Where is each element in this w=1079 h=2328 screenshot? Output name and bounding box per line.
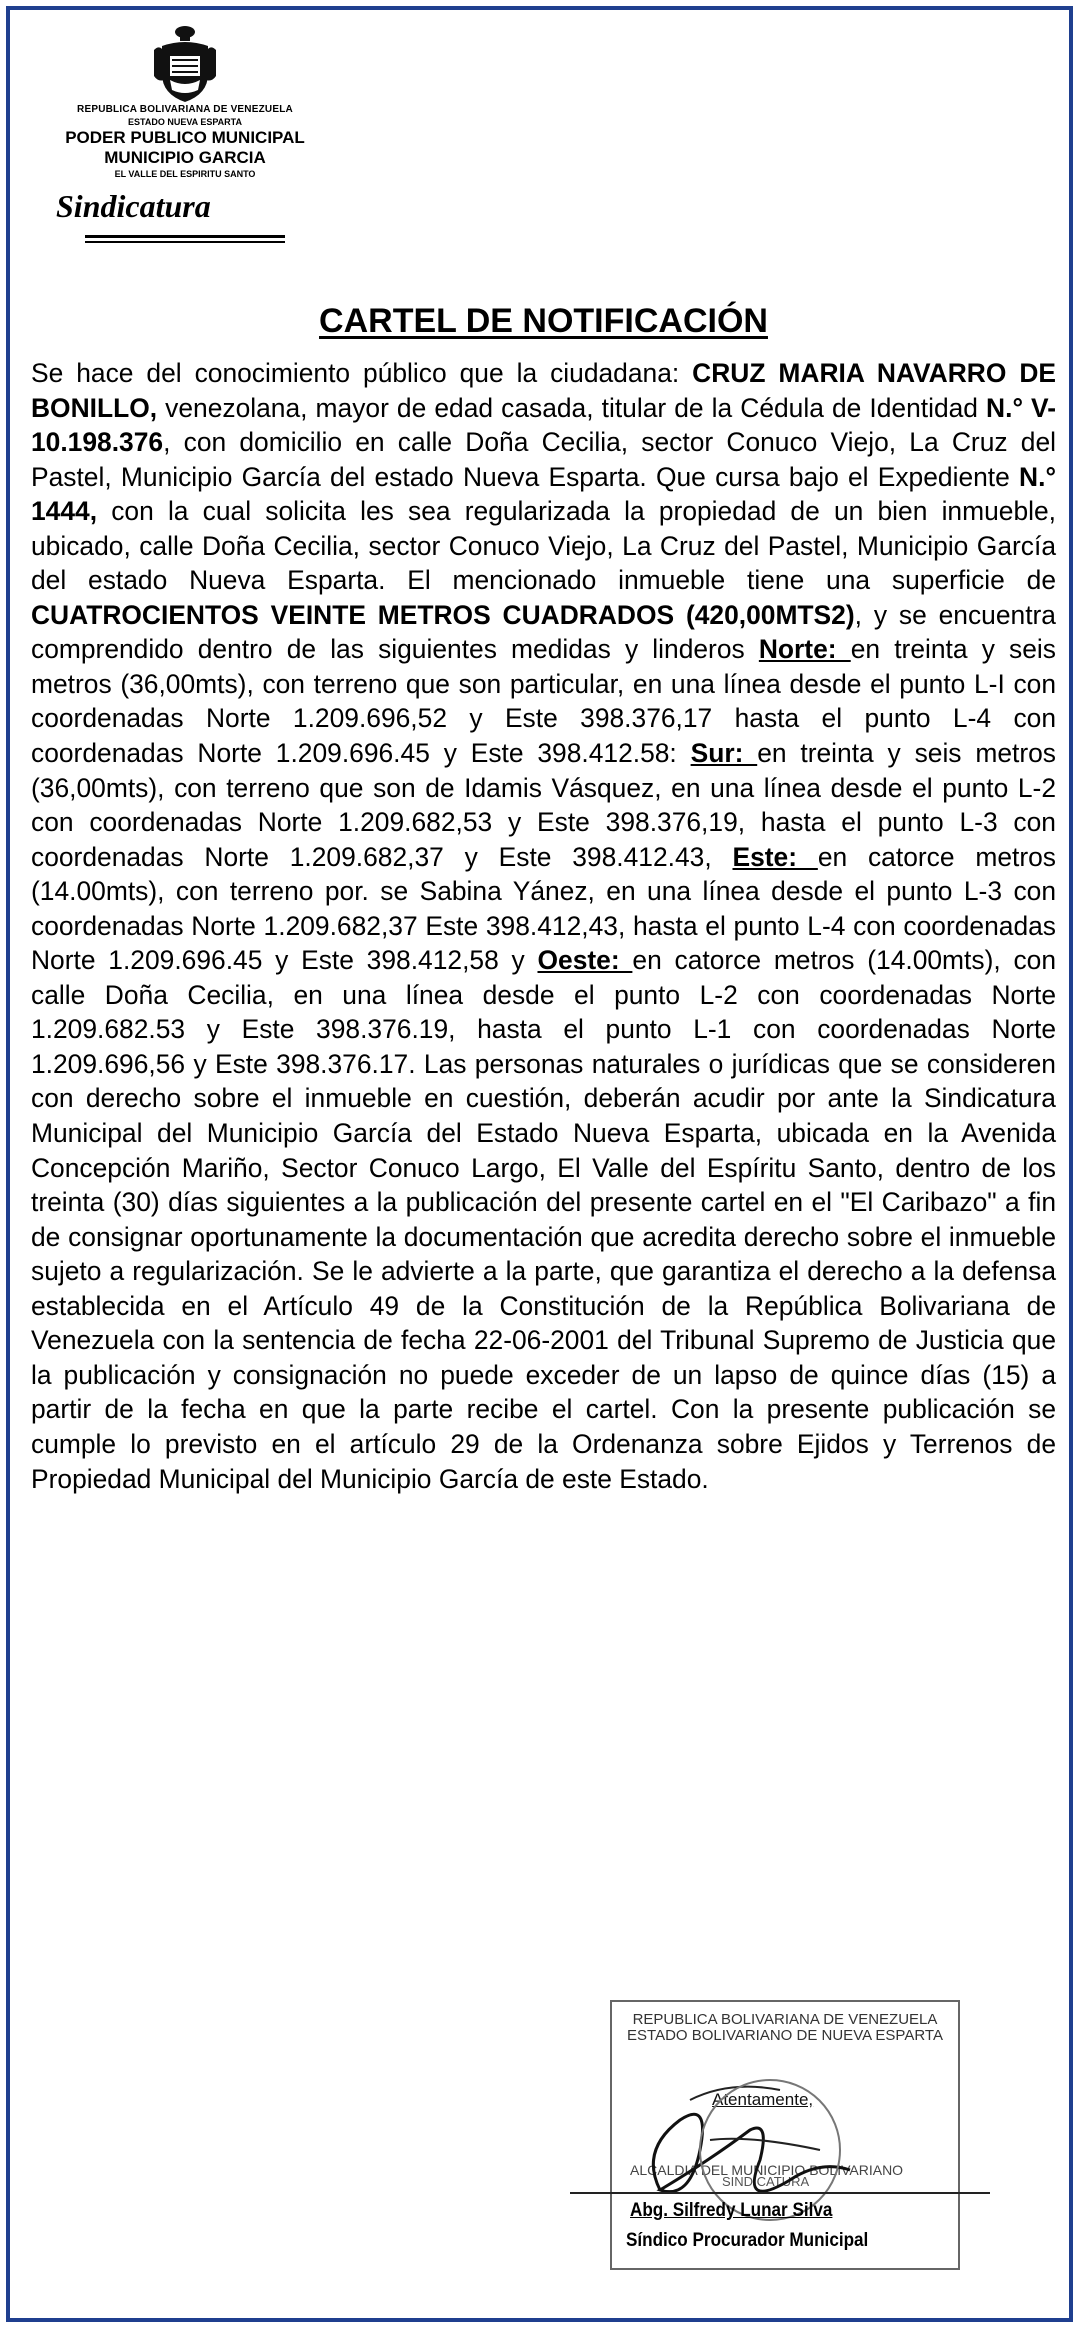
body-text: en catorce metros (14.00mts), con terreno por. se Sabina Yánez, en una línea desde el punto L-3 con coordenadas Norte 1.209.682,37 Este 398.412,43, hasta el punto L-4 con coordenadas Norte 1.209.696.45 y Este 398.412,58 y: [31, 841, 1056, 976]
header-line-1: REPUBLICA BOLIVARIANA DE VENEZUELA: [77, 104, 293, 115]
signer-role: Síndico Procurador Municipal: [626, 2230, 869, 2251]
header-line-4: MUNICIPIO GARCIA: [104, 148, 266, 167]
signer-name: Abg. Silfredy Lunar Silva: [630, 2200, 833, 2221]
body-text: en treinta y seis metros (36,00mts), con terreno que son de Idamis Vásquez, en una línea desde el punto L-2 con coordenadas Norte 1.209.682,53 y Este 398.376,19, hasta el punto L-3 con coordenadas Norte 1.209.682,37 y Este 398.412.43,: [31, 738, 1056, 872]
body-text: venezolana, mayor de edad casada, titular de la Cédula de Identidad: [157, 392, 987, 423]
body-bold: N.° 1444,: [31, 461, 1056, 527]
header-line-2: ESTADO NUEVA ESPARTA: [127, 117, 242, 127]
body-text: en catorce metros (14.00mts), con calle Doña Cecilia, en una línea desde el punto L-2 con coordenadas Norte 1.209.682.53 y Este 398.376.19, hasta el punto L-1 con coordenadas Norte 1.209.696,56 y Este 398.376.17. Las personas naturales o jurídicas que se consideren con derecho sobre el inmueble en cuestión, deberán acudir por ante la Sindicatura Municipal del Municipio García del Estado Nueva Esparta, ubicada en la Avenida Concepción Mariño, Sector Conuco Largo, El Valle del Espíritu Santo, dentro de los treinta (30) días siguientes a la publicación del presente cartel en el "El Caribazo" a fin de consignar oportunamente la documentación que acredita derecho sobre el inmueble sujeto a regularización. Se le advierte a la parte, que garantiza el derecho a la defensa establecida en el Artículo 49 de la Constitución de la República Bolivariana de Venezuela con la sentencia de fecha 22-06-2001 del Tribunal Supremo de Justicia que la publicación y consignación no puede exceder de un lapso de quince días (15) a partir de la fecha en que la parte recibe el cartel. Con la presente publicación se cumple lo previsto en el artículo 29 de la Ordenanza sobre Ejidos y Terrenos de Propiedad Municipal del Municipio García de este Estado.: [31, 945, 1057, 1494]
body-bold: N.° V-10.198.376: [31, 392, 1056, 458]
boundary-west-label: Oeste:: [537, 945, 633, 976]
office-name: Sindicatura: [56, 188, 211, 224]
coat-of-arms-icon: [150, 24, 220, 104]
body-bold: CUATROCIENTOS VEINTE METROS CUADRADOS (420,00MTS2): [31, 599, 855, 630]
body-text: , y se encuentra comprendido dentro de las siguientes medidas y linderos: [31, 599, 1056, 665]
body-text: Se hace del conocimiento público que la ciudadana:: [31, 358, 693, 388]
boundary-east-label: Este:: [732, 841, 818, 872]
signature-line: [570, 2192, 990, 2194]
body-text: en treinta y seis metros (36,00mts), con terreno que son particular, en una línea desde el punto L-I con coordenadas Norte 1.209.696,52 y Este 398.376,17 hasta el punto L-4 con coordenadas Norte 1.209.696.45 y Este 398.412.58:: [31, 634, 1056, 769]
body-bold: CRUZ MARIA NAVARRO DE BONILLO,: [31, 358, 1056, 423]
seal-text: SINDICATURA: [722, 2174, 810, 2189]
divider: [85, 241, 285, 243]
stamp-line-2: ESTADO BOLIVARIANO DE NUEVA ESPARTA: [627, 2027, 943, 2044]
notice-body: [31, 356, 1056, 1496]
header-line-3: PODER PUBLICO MUNICIPAL: [65, 128, 305, 147]
closing-text: Atentamente,: [712, 2090, 814, 2109]
header-line-5: EL VALLE DEL ESPIRITU SANTO: [114, 169, 256, 179]
municipal-header: [40, 24, 330, 243]
divider: [85, 235, 285, 238]
boundary-north-label: Norte:: [758, 634, 851, 665]
stamp-line-1: REPUBLICA BOLIVARIANA DE VENEZUELA: [632, 2011, 938, 2028]
boundary-south-label: Sur:: [690, 738, 758, 769]
page-title: CARTEL DE NOTIFICACIÓN: [319, 302, 768, 340]
body-text: , con domicilio en calle Doña Cecilia, sector Conuco Viejo, La Cruz del Pastel, Municipio García del estado Nueva Esparta. Que cursa bajo el Expediente: [31, 427, 1056, 492]
seal-text: ALCALDIA DEL MUNICIPIO BOLIVARIANO: [630, 2162, 904, 2178]
body-text: con la cual solicita les sea regularizada la propiedad de un bien inmueble, ubicado, calle Doña Cecilia, sector Conuco Viejo, La Cruz del Pastel, Municipio García del estado Nueva Esparta. El mencionado inmueble tiene una superficie de: [31, 496, 1056, 596]
notice-frame: [6, 6, 1073, 2322]
